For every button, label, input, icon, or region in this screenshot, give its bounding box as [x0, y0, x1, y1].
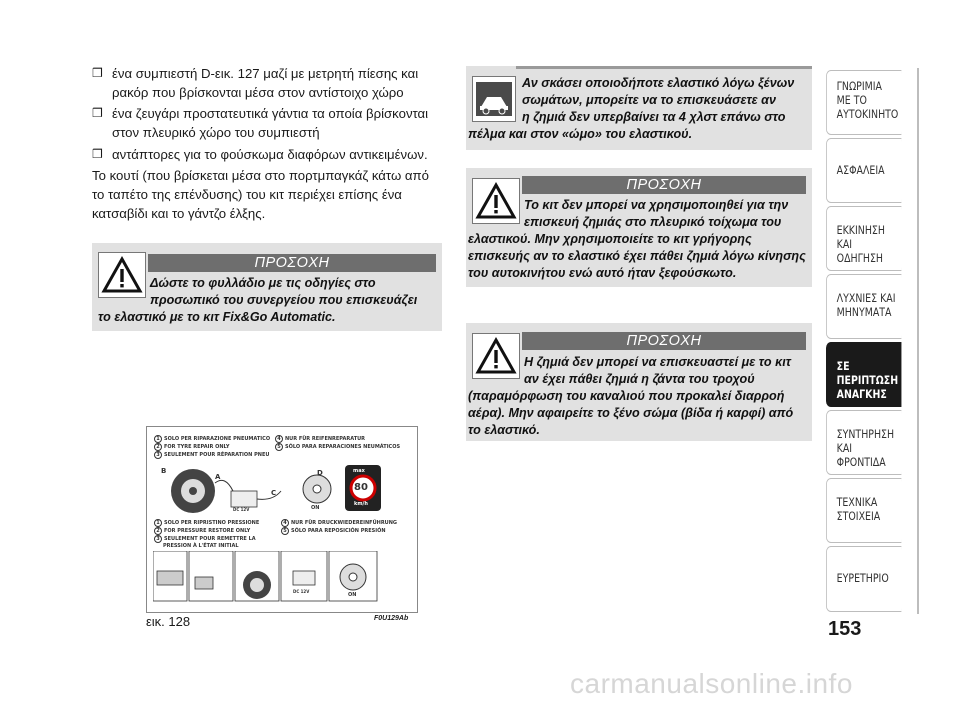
body-paragraph: Το κουτί (που βρίσκεται μέσα στο πορτμπαγκάζ κάτω από το ταπέτο της επένδυσης) του κιτ περιέχει επίσης ένα κατσαβίδι και το γάντζο έλξης.: [92, 168, 429, 221]
warning-line: Το κιτ δεν μπορεί να χρησιμοποιηθεί για την: [524, 198, 789, 212]
figure-letter-c: C: [271, 489, 277, 497]
warning-line: επισκευή ζημιάς στο πλευρικό τοίχωμα του: [524, 215, 782, 229]
tab-index[interactable]: ΕΥΡΕΤΗΡΙΟ: [826, 546, 901, 612]
bullet-item: [92, 145, 452, 165]
figure-caption: εικ. 128: [146, 614, 191, 629]
warning-line: Δώστε το φυλλάδιο με τις οδηγίες στο: [150, 276, 376, 290]
figure-on-label: ON: [348, 592, 357, 598]
warning-title: ΠΡΟΣΟΧΗ: [522, 176, 806, 194]
figure-labels-top-left: [154, 435, 284, 459]
tabs-rail: [917, 68, 919, 614]
tab-emergency[interactable]: ΣΕ ΠΕΡΙΠΤΩΣΗ ΑΝΑΓΚΗΣ: [826, 342, 901, 407]
watermark: carmanualsonline.info: [570, 668, 853, 699]
figure-label: PRESSION À L'ÉTAT INITIAL: [163, 543, 239, 549]
note-line: η ζημιά δεν υπερβαίνει τα 4 χλστ επάνω στο: [522, 110, 786, 124]
checkbox-bullet-icon: ❒: [92, 106, 103, 120]
checkbox-bullet-icon: ❒: [92, 66, 103, 80]
figure-letter-d: D: [317, 469, 323, 477]
figure-label: 4 NUR FÜR DRUCKWIEDEREINFÜHRUNG: [281, 519, 415, 527]
speed-sticker-value: 80: [354, 482, 368, 493]
warning-line: Η ζημιά δεν μπορεί να επισκευαστεί με το κιτ: [524, 355, 791, 369]
warning-line: αέρα). Μην αφαιρείτε το ξένο σώμα (βίδα ή καρφί) από: [468, 406, 794, 420]
warning-line: αν έχει πάθει ζημιά η ζάντα του τροχού: [524, 372, 755, 386]
figure-labels-mid-right: [281, 519, 415, 535]
figure-label: 5 SÓLO PARA REPARACIONES NEUMÁTICOS: [275, 443, 415, 451]
note-line: πέλμα και στον «ώμο» του ελαστικού.: [468, 127, 693, 141]
bullet-item: [92, 104, 452, 144]
checkbox-bullet-icon: ❒: [92, 147, 103, 161]
note-top-border: [516, 66, 812, 69]
warning-triangle-icon: [98, 252, 146, 298]
warning-box: [466, 168, 812, 287]
warning-triangle-icon: [472, 333, 520, 379]
figure-code: F0U129Ab: [374, 615, 409, 622]
bullet-text: ένα συμπιεστή D-εικ. 127 μαζί με μετρητή πίεσης και ρακόρ που βρίσκονται μέσα στον αντίστοιχο χώρο: [112, 66, 419, 100]
page-number: 153: [828, 618, 862, 640]
note-line: σωμάτων, μπορείτε να το επισκευάσετε αν: [522, 93, 776, 107]
figure-label: 1 SOLO PER RIPARAZIONE PNEUMATICO: [154, 435, 284, 443]
warning-line: το ελαστικό.: [468, 423, 540, 437]
speed-sticker-max: max: [353, 468, 365, 474]
tab-getting-to-know[interactable]: ΓΝΩΡΙΜΙΑ ΜΕ ΤΟ ΑΥΤΟΚΙΝΗΤΟ: [826, 70, 901, 135]
figure-dc-label: DC 12V: [233, 507, 250, 512]
figure-labels-mid-left: [154, 519, 284, 549]
warning-line: ελαστικού. Μην χρησιμοποιείτε το κιτ γρήγορης: [468, 232, 752, 246]
tab-lights-messages[interactable]: ΛΥΧΝΙΕΣ ΚΑΙ ΜΗΝΥΜΑΤΑ: [826, 274, 901, 339]
figure-on-label: ON: [311, 505, 320, 511]
note-box: [466, 66, 812, 150]
figure-frame: [146, 426, 418, 613]
bullet-text: αντάπτορες για το φούσκωμα διαφόρων αντικειμένων.: [112, 147, 428, 162]
warning-line: (παραμόρφωση του καναλιού που προκαλεί διαρροή: [468, 389, 785, 403]
warning-title: ΠΡΟΣΟΧΗ: [148, 254, 436, 272]
figure-label: 3 SEULEMENT POUR RÉPARATION PNEU: [154, 451, 284, 459]
figure-label: 2 FOR PRESSURE RESTORE ONLY: [154, 527, 284, 535]
note-line: Αν σκάσει οποιοδήποτε ελαστικό λόγω ξένων: [522, 76, 795, 90]
figure-label: 5 SÓLO PARA REPOSICIÓN PRESIÓN: [281, 527, 415, 535]
warning-line: το ελαστικό με το κιτ Fix&Go Automatic.: [98, 310, 336, 324]
figure-label: 3 SEULEMENT POUR REMETTRE LA: [154, 535, 284, 543]
figure-label: 1 SOLO PER RIPRISTINO PRESSIONE: [154, 519, 284, 527]
tab-starting-driving[interactable]: ΕΚΚΙΝΗΣΗ ΚΑΙ ΟΔΗΓΗΣΗ: [826, 206, 901, 271]
tab-maintenance[interactable]: ΣΥΝΤΗΡΗΣΗ ΚΑΙ ΦΡΟΝΤΙΔΑ: [826, 410, 901, 475]
warning-line: προσωπικό του συνεργείου που επισκευάζει: [150, 293, 418, 307]
figure-letter-b: B: [161, 467, 167, 475]
warning-line: του αυτοκινήτου ενώ αυτό ήταν ξεφούσκωτο.: [468, 266, 737, 280]
warning-title: ΠΡΟΣΟΧΗ: [522, 332, 806, 350]
bullet-item: [92, 64, 452, 104]
speed-sticker-unit: km/h: [354, 501, 368, 507]
warning-box: [92, 243, 442, 331]
figure-label: 4 NUR FÜR REIFENREPARATUR: [275, 435, 415, 443]
car-on-tyre-icon: [472, 76, 516, 122]
figure-labels-top-right: [275, 435, 415, 451]
warning-line: επισκευής αν το ελαστικό έχει πάθει ζημιά λόγω κίνησης: [468, 249, 806, 263]
tab-safety[interactable]: ΑΣΦΑΛΕΙΑ: [826, 138, 901, 203]
figure-dc-label: DC 12V: [293, 589, 310, 594]
figure-letter-a: A: [215, 473, 221, 481]
tab-technical-data[interactable]: ΤΕΧΝΙΚΑ ΣΤΟΙΧΕΙΑ: [826, 478, 901, 543]
warning-triangle-icon: [472, 178, 520, 224]
tyre-repair-illustration: [153, 461, 411, 517]
figure-label: 2 FOR TYRE REPAIR ONLY: [154, 443, 284, 451]
warning-box: [466, 323, 812, 441]
bullet-text: ένα ζευγάρι προστατευτικά γάντια τα οποία βρίσκονται στον πλευρικό χώρο του συμπιεστή: [112, 106, 429, 140]
pressure-restore-illustration: [153, 551, 411, 603]
